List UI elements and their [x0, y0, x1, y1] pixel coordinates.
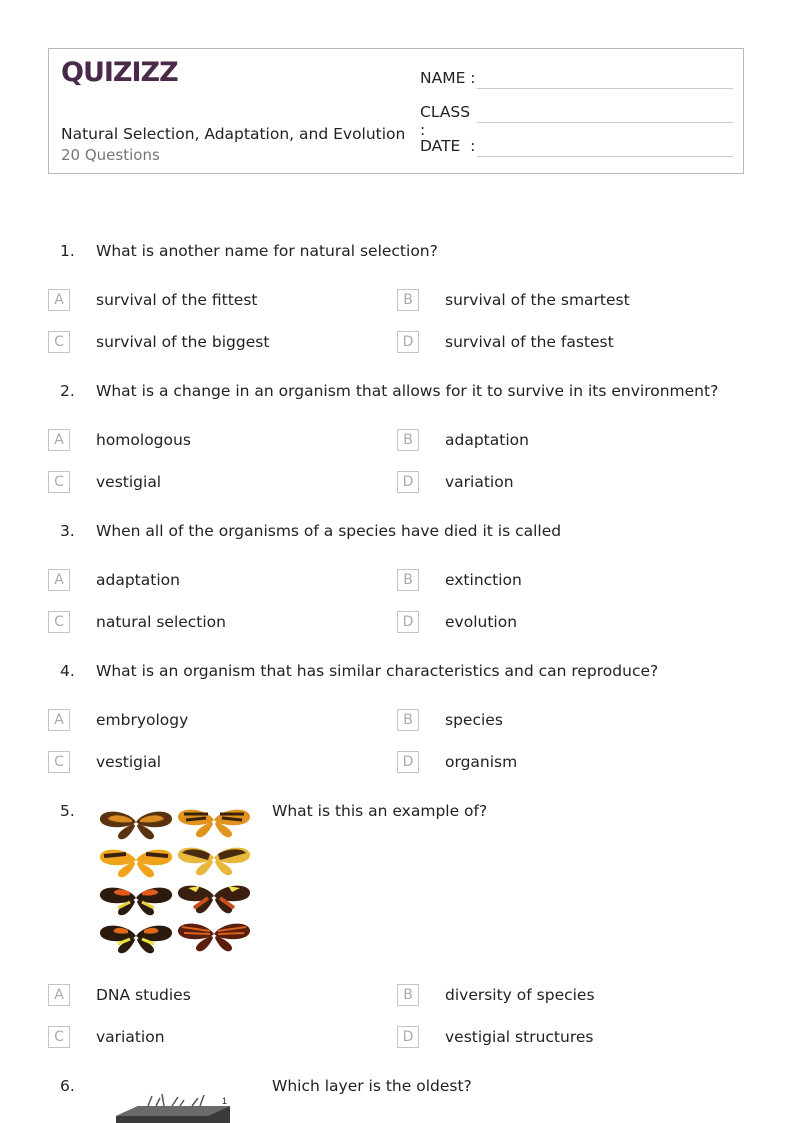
question-text: What is another name for natural selection?: [96, 242, 438, 260]
option-letter-box[interactable]: B: [397, 709, 419, 731]
option-text: vestigial: [96, 473, 162, 491]
option-letter-box[interactable]: A: [48, 984, 70, 1006]
option-letter-box[interactable]: D: [397, 331, 419, 353]
date-field[interactable]: [420, 137, 478, 155]
option-text: adaptation: [445, 431, 529, 449]
option-letter-box[interactable]: B: [397, 429, 419, 451]
quizizz-logo: QUIZIZZ: [61, 57, 178, 88]
option-letter-box[interactable]: D: [397, 471, 419, 493]
option-text: species: [445, 711, 503, 729]
option-letter-box[interactable]: D: [397, 751, 419, 773]
class-label: CLASS :: [420, 103, 471, 139]
option-letter-box[interactable]: A: [48, 709, 70, 731]
option-text: natural selection: [96, 613, 226, 631]
option-text: survival of the biggest: [96, 333, 270, 351]
question-text: When all of the organisms of a species have died it is called: [96, 522, 562, 540]
option-text: DNA studies: [96, 986, 191, 1004]
option-letter-box[interactable]: C: [48, 471, 70, 493]
class-field[interactable]: [420, 103, 478, 139]
option-text: variation: [445, 473, 514, 491]
butterfly-variation-image: [96, 802, 256, 960]
option-letter-box[interactable]: C: [48, 1026, 70, 1048]
question-text: What is a change in an organism that allows for it to survive in its environment?: [96, 382, 719, 400]
rock-layers-image: [108, 1092, 238, 1123]
option-text: survival of the smartest: [445, 291, 630, 309]
question-number: 5.: [60, 802, 75, 820]
worksheet-header: [48, 48, 744, 174]
option-text: survival of the fittest: [96, 291, 258, 309]
worksheet-title: Natural Selection, Adaptation, and Evolution: [61, 125, 406, 143]
question-number: 4.: [60, 662, 75, 680]
option-text: vestigial: [96, 753, 162, 771]
option-letter-box[interactable]: B: [397, 289, 419, 311]
option-text: embryology: [96, 711, 189, 729]
date-label: DATE :: [420, 137, 476, 155]
option-letter-box[interactable]: A: [48, 289, 70, 311]
name-line[interactable]: [477, 88, 733, 89]
option-letter-box[interactable]: A: [48, 429, 70, 451]
date-line[interactable]: [477, 156, 733, 157]
option-letter-box[interactable]: A: [48, 569, 70, 591]
question-text: Which layer is the oldest?: [272, 1077, 472, 1095]
question-number: 6.: [60, 1077, 75, 1095]
option-text: diversity of species: [445, 986, 595, 1004]
option-text: homologous: [96, 431, 191, 449]
option-text: evolution: [445, 613, 518, 631]
name-field[interactable]: [420, 69, 478, 87]
question-count: 20 Questions: [61, 146, 160, 164]
option-text: extinction: [445, 571, 522, 589]
option-letter-box[interactable]: C: [48, 751, 70, 773]
option-text: organism: [445, 753, 518, 771]
option-text: adaptation: [96, 571, 180, 589]
option-letter-box[interactable]: B: [397, 569, 419, 591]
layer-label: 1: [222, 1096, 228, 1106]
option-text: vestigial structures: [445, 1028, 594, 1046]
option-letter-box[interactable]: D: [397, 611, 419, 633]
option-text: variation: [96, 1028, 165, 1046]
question-text: What is an organism that has similar characteristics and can reproduce?: [96, 662, 659, 680]
option-text: survival of the fastest: [445, 333, 614, 351]
option-letter-box[interactable]: C: [48, 331, 70, 353]
option-letter-box[interactable]: B: [397, 984, 419, 1006]
option-letter-box[interactable]: C: [48, 611, 70, 633]
option-letter-box[interactable]: D: [397, 1026, 419, 1048]
class-line[interactable]: [477, 122, 733, 123]
question-number: 2.: [60, 382, 75, 400]
name-label: NAME :: [420, 69, 476, 87]
question-text: What is this an example of?: [272, 802, 488, 820]
question-number: 3.: [60, 522, 75, 540]
question-number: 1.: [60, 242, 75, 260]
